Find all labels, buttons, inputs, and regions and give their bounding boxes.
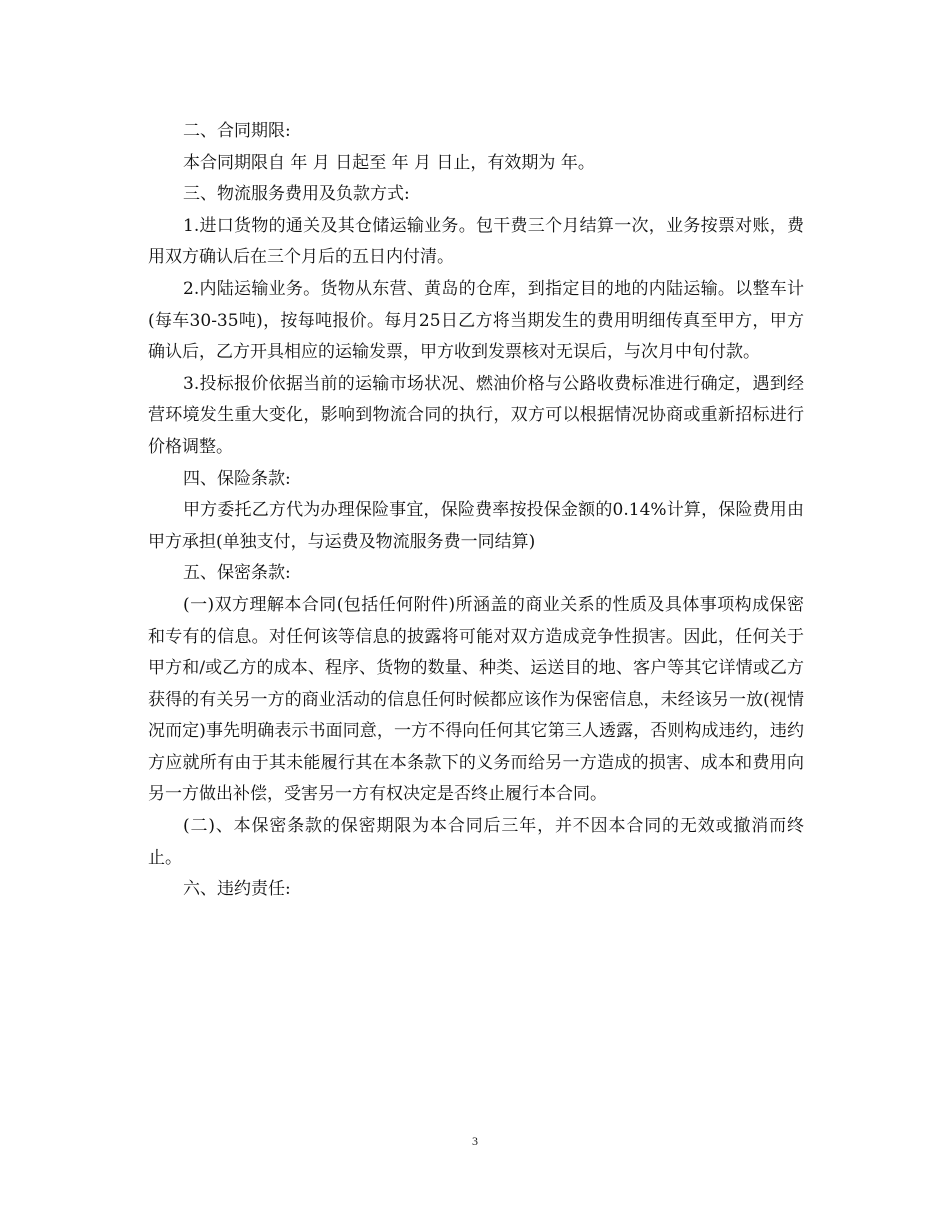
paragraph-insurance: 甲方委托乙方代为办理保险事宜，保险费率按投保金额的0.14%计算，保险费用由甲方承担(单独支付，与运费及物流服务费一同结算) <box>148 500 804 552</box>
paragraph-confidentiality-2: (二)、本保密条款的保密期限为本合同后三年，并不因本合同的无效或撤消而终止。 <box>148 816 804 868</box>
section-heading-insurance: 四、保险条款: <box>183 468 291 489</box>
page-number: 3 <box>472 1134 478 1148</box>
paragraph-contract-term: 本合同期限自 年 月 日起至 年 月 日止，有效期为 年。 <box>183 152 595 173</box>
section-heading-confidentiality: 五、保密条款: <box>183 563 291 584</box>
paragraph-confidentiality-1: (一)双方理解本合同(包括任何附件)所涵盖的商业关系的性质及具体事项构成保密和专有的信息。对任何该等信息的披露将可能对双方造成竞争性损害。因此，任何关于甲方和/或乙方的成本、程序、货物的数量、种类、运送目的地、客户等其它详情或乙方获得的有关另一方的商业活动的信息任何时候都应该作为保密信息，未经该另一放(视情况而定)事先明确表示书面同意，一方不得向任何其它第三人透露，否则构成违约，违约方应就所有由于其未能履行其在本条款下的义务而给另一方造成的损害、成本和费用向另一方做出补偿，受害另一方有权决定是否终止履行本合同。 <box>148 594 804 805</box>
section-heading-liability: 六、违约责任: <box>183 879 291 900</box>
paragraph-fees-item-2: 2.内陆运输业务。货物从东营、黄岛的仓库，到指定目的地的内陆运输。以整车计(每车30-35吨)，按每吨报价。每月25日乙方将当期发生的费用明细传真至甲方，甲方确认后，乙方开具相应的运输发票，甲方收到发票核对无误后，与次月中旬付款。 <box>148 278 804 363</box>
paragraph-fees-item-3: 3.投标报价依据当前的运输市场状况、燃油价格与公路收费标准进行确定，遇到经营环境发生重大变化，影响到物流合同的执行，双方可以根据情况协商或重新招标进行价格调整。 <box>148 373 804 457</box>
paragraph-fees-item-1: 1.进口货物的通关及其仓储运输业务。包干费三个月结算一次，业务按票对账，费用双方确认后在三个月后的五日内付清。 <box>148 215 804 268</box>
document-body <box>148 116 804 906</box>
section-heading-fees-payment: 三、物流服务费用及负款方式: <box>183 184 410 205</box>
section-heading-contract-term: 二、合同期限: <box>183 121 291 141</box>
